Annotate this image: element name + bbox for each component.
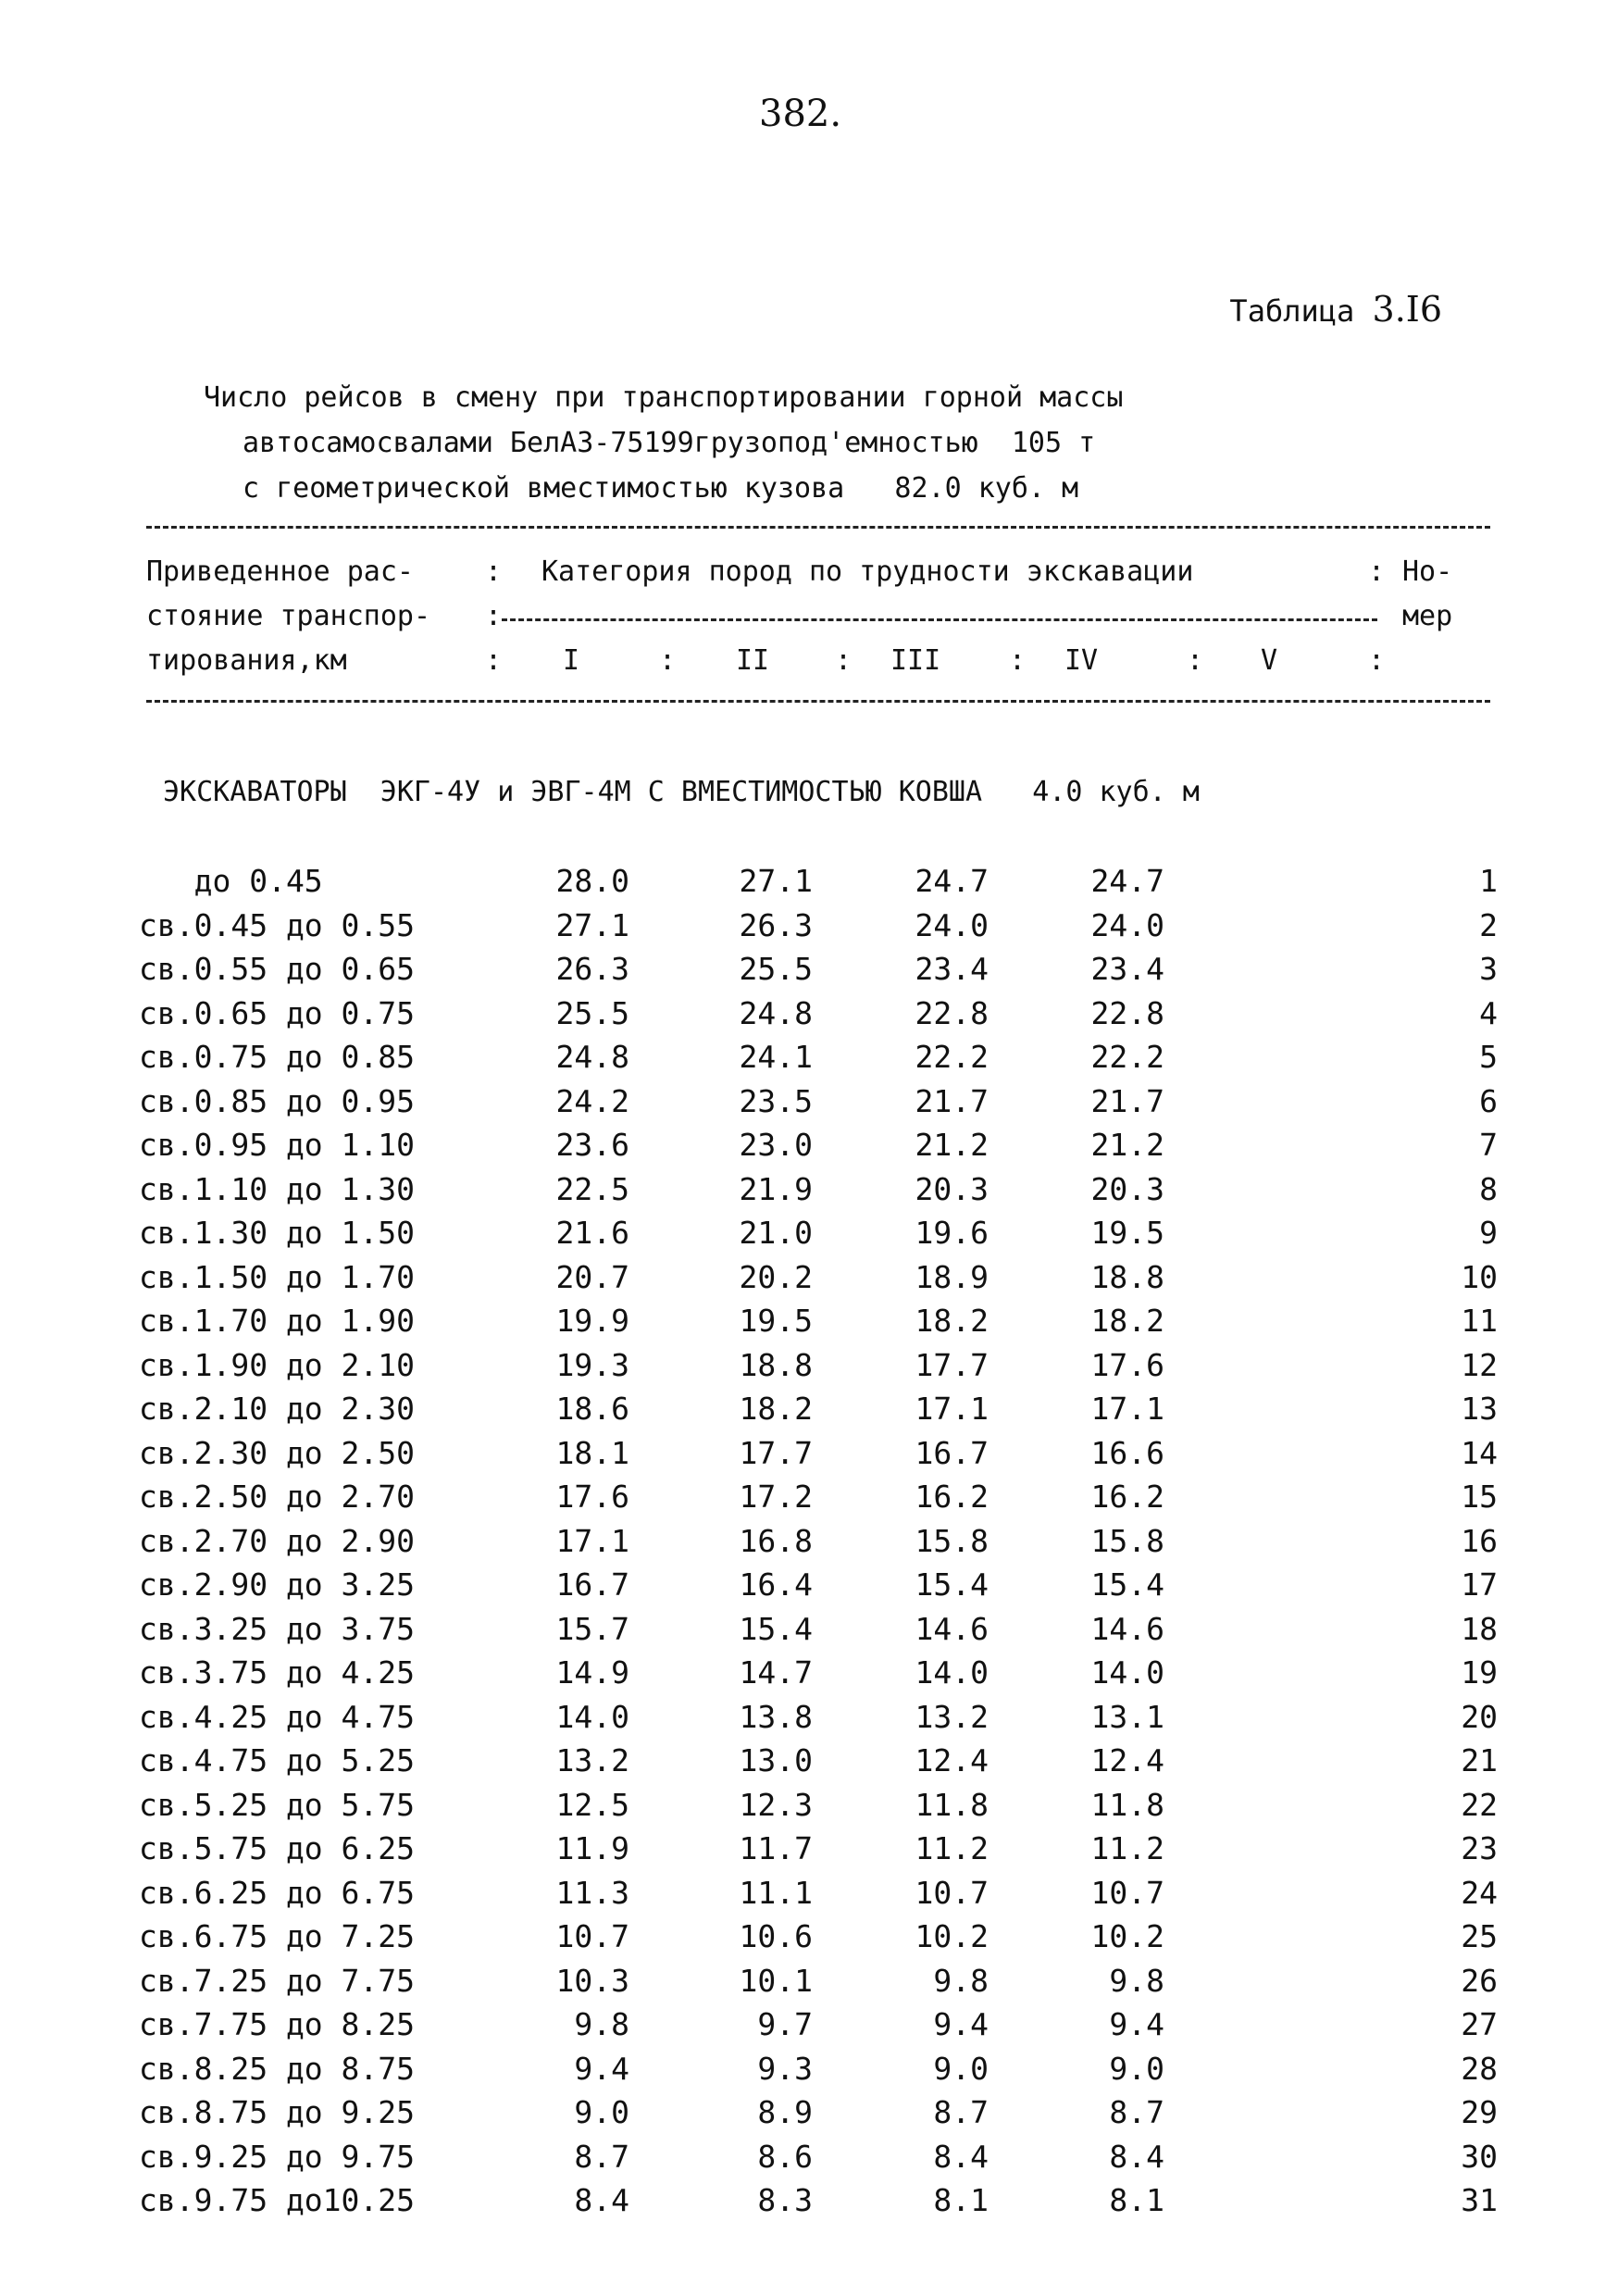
distance-cell: св.8.25 до 8.75 [139, 2050, 416, 2087]
category-iv-cell: 22.2 [1090, 1039, 1164, 1075]
category-i-cell: 14.9 [555, 1654, 629, 1691]
table-row [139, 904, 1498, 948]
header-number-line-2: мер [1402, 600, 1453, 632]
table-row [139, 2090, 1498, 2135]
category-iii-cell: 10.7 [915, 1874, 989, 1911]
category-ii-cell: 23.0 [739, 1127, 813, 1163]
category-iii-cell: 16.7 [915, 1434, 989, 1471]
category-iv-cell: 9.0 [1109, 2050, 1164, 2087]
header-distance-line-2: стояние транспор- [146, 600, 431, 632]
row-number-cell: 8 [1479, 1170, 1498, 1207]
category-ii-cell: 8.3 [757, 2182, 813, 2218]
table-row [139, 1651, 1498, 1695]
row-number-cell: 19 [1461, 1654, 1498, 1691]
table-row [139, 1959, 1498, 2003]
category-iv-cell: 11.8 [1090, 1786, 1164, 1823]
distance-cell: св.7.75 до 8.25 [139, 2006, 416, 2042]
row-number-cell: 6 [1479, 1082, 1498, 1119]
category-ii-cell: 26.3 [739, 906, 813, 943]
distance-cell: до 0.45 [139, 863, 323, 899]
table-row [139, 1739, 1498, 1783]
category-iv-cell: 21.2 [1090, 1127, 1164, 1163]
category-iii-cell: 18.9 [915, 1258, 989, 1295]
row-number-cell: 22 [1461, 1786, 1498, 1823]
category-i-cell: 13.2 [555, 1742, 629, 1778]
category-ii-cell: 16.4 [739, 1566, 813, 1603]
category-i-cell: 24.8 [555, 1039, 629, 1075]
category-iv-cell: 12.4 [1090, 1742, 1164, 1778]
category-iv-cell: 14.6 [1090, 1610, 1164, 1647]
distance-cell: св.1.90 до 2.10 [139, 1346, 416, 1383]
category-i-cell: 16.7 [555, 1566, 629, 1603]
category-ii-cell: 12.3 [739, 1786, 813, 1823]
category-ii-cell: 17.7 [739, 1434, 813, 1471]
category-iii-cell: 21.2 [915, 1127, 989, 1163]
category-ii-cell: 11.1 [739, 1874, 813, 1911]
table-row [139, 1695, 1498, 1740]
category-i-cell: 10.3 [555, 1962, 629, 1999]
row-number-cell: 4 [1479, 994, 1498, 1031]
category-iii-cell: 9.4 [933, 2006, 989, 2042]
distance-cell: св.3.75 до 4.25 [139, 1654, 416, 1691]
category-iii-cell: 10.2 [915, 1918, 989, 1954]
category-i-cell: 8.4 [574, 2182, 629, 2218]
table-row [139, 1387, 1498, 1431]
category-iv-cell: 18.8 [1090, 1258, 1164, 1295]
row-number-cell: 25 [1461, 1918, 1498, 1954]
category-ii-cell: 14.7 [739, 1654, 813, 1691]
data-table [139, 859, 1498, 2223]
category-iv-cell: 23.4 [1090, 951, 1164, 987]
distance-cell: св.6.25 до 6.75 [139, 1874, 416, 1911]
category-ii-cell: 18.8 [739, 1346, 813, 1383]
distance-cell: св.1.10 до 1.30 [139, 1170, 416, 1207]
category-iv-cell: 16.6 [1090, 1434, 1164, 1471]
row-number-cell: 13 [1461, 1391, 1498, 1427]
table-row [139, 1123, 1498, 1167]
category-ii-cell: 13.0 [739, 1742, 813, 1778]
header-category-iv: IV [1064, 644, 1099, 677]
category-iv-cell: 17.1 [1090, 1391, 1164, 1427]
category-i-cell: 9.0 [574, 2094, 629, 2130]
header-separator: : [1368, 644, 1386, 677]
category-iv-cell: 24.7 [1090, 863, 1164, 899]
distance-cell: св.1.70 до 1.90 [139, 1303, 416, 1339]
category-i-cell: 26.3 [555, 951, 629, 987]
category-ii-cell: 21.0 [739, 1215, 813, 1251]
header-separator: : [1009, 644, 1027, 677]
table-row [139, 1915, 1498, 1959]
table-row [139, 1035, 1498, 1079]
category-iii-cell: 22.8 [915, 994, 989, 1031]
category-i-cell: 18.6 [555, 1391, 629, 1427]
category-i-cell: 18.1 [555, 1434, 629, 1471]
distance-cell: св.0.65 до 0.75 [139, 994, 416, 1031]
category-iii-cell: 21.7 [915, 1082, 989, 1119]
row-number-cell: 7 [1479, 1127, 1498, 1163]
header-separator: : [659, 644, 677, 677]
category-iv-cell: 10.7 [1090, 1874, 1164, 1911]
page-number: 382. [759, 93, 842, 135]
header-separator: : [485, 555, 503, 588]
row-number-cell: 12 [1461, 1346, 1498, 1383]
category-iv-cell: 19.5 [1090, 1215, 1164, 1251]
distance-cell: св.9.25 до 9.75 [139, 2138, 416, 2175]
category-ii-cell: 11.7 [739, 1830, 813, 1866]
category-ii-cell: 24.8 [739, 994, 813, 1031]
row-number-cell: 24 [1461, 1874, 1498, 1911]
table-title-line-3: с геометрической вместимостью кузова 82.0 куб. м [243, 472, 1079, 505]
category-iii-cell: 15.4 [915, 1566, 989, 1603]
category-iv-cell: 11.2 [1090, 1830, 1164, 1866]
category-iii-cell: 9.8 [933, 1962, 989, 1999]
table-row [139, 1211, 1498, 1255]
section-title: ЭКСКАВАТОРЫ ЭКГ-4У и ЭВГ-4М С ВМЕСТИМОСТЬЮ КОВША 4.0 куб. м [163, 776, 1200, 808]
category-i-cell: 10.7 [555, 1918, 629, 1954]
table-row [139, 1827, 1498, 1871]
category-ii-cell: 17.2 [739, 1479, 813, 1515]
category-iv-cell: 9.8 [1109, 1962, 1164, 1999]
row-number-cell: 11 [1461, 1303, 1498, 1339]
row-number-cell: 31 [1461, 2182, 1498, 2218]
category-iv-cell: 8.1 [1109, 2182, 1164, 2218]
category-i-cell: 11.3 [555, 1874, 629, 1911]
distance-cell: св.8.75 до 9.25 [139, 2094, 416, 2130]
header-separator: : [1368, 555, 1386, 588]
category-ii-cell: 10.1 [739, 1962, 813, 1999]
category-i-cell: 21.6 [555, 1215, 629, 1251]
row-number-cell: 5 [1479, 1039, 1498, 1075]
table-row [139, 1167, 1498, 1212]
table-row [139, 1563, 1498, 1607]
header-category-title: Категория пород по трудности экскавации [541, 555, 1194, 588]
category-iii-cell: 14.0 [915, 1654, 989, 1691]
table-row [139, 1519, 1498, 1564]
category-ii-cell: 16.8 [739, 1522, 813, 1559]
category-iii-cell: 15.8 [915, 1522, 989, 1559]
category-ii-cell: 25.5 [739, 951, 813, 987]
data-table-body [139, 859, 1498, 2223]
category-iv-cell: 9.4 [1109, 2006, 1164, 2042]
row-number-cell: 1 [1479, 863, 1498, 899]
row-number-cell: 27 [1461, 2006, 1498, 2042]
category-iv-cell: 8.4 [1109, 2138, 1164, 2175]
category-iv-cell: 8.7 [1109, 2094, 1164, 2130]
category-iii-cell: 8.4 [933, 2138, 989, 2175]
category-iii-cell: 11.8 [915, 1786, 989, 1823]
category-iii-cell: 8.1 [933, 2182, 989, 2218]
category-ii-cell: 20.2 [739, 1258, 813, 1295]
row-number-cell: 14 [1461, 1434, 1498, 1471]
category-ii-cell: 15.4 [739, 1610, 813, 1647]
table-label [1229, 289, 1442, 330]
category-iv-cell: 13.1 [1090, 1698, 1164, 1735]
row-number-cell: 29 [1461, 2094, 1498, 2130]
table-row [139, 1475, 1498, 1519]
table-label-number: 3.I6 [1372, 289, 1442, 330]
category-i-cell: 17.6 [555, 1479, 629, 1515]
row-number-cell: 20 [1461, 1698, 1498, 1735]
table-row [139, 947, 1498, 992]
header-distance-line-1: Приведенное рас- [146, 555, 414, 588]
category-ii-cell: 10.6 [739, 1918, 813, 1954]
row-number-cell: 26 [1461, 1962, 1498, 1999]
category-i-cell: 11.9 [555, 1830, 629, 1866]
category-iii-cell: 18.2 [915, 1303, 989, 1339]
row-number-cell: 18 [1461, 1610, 1498, 1647]
category-iii-cell: 12.4 [915, 1742, 989, 1778]
header-separator: : [1187, 644, 1204, 677]
category-iii-cell: 14.6 [915, 1610, 989, 1647]
row-number-cell: 23 [1461, 1830, 1498, 1866]
category-i-cell: 19.3 [555, 1346, 629, 1383]
category-i-cell: 27.1 [555, 906, 629, 943]
category-iii-cell: 17.1 [915, 1391, 989, 1427]
category-iv-cell: 15.8 [1090, 1522, 1164, 1559]
distance-cell: св.2.10 до 2.30 [139, 1391, 416, 1427]
category-ii-cell: 9.3 [757, 2050, 813, 2087]
category-ii-cell: 19.5 [739, 1303, 813, 1339]
category-iii-cell: 11.2 [915, 1830, 989, 1866]
table-row [139, 2135, 1498, 2179]
category-iv-cell: 17.6 [1090, 1346, 1164, 1383]
category-i-cell: 19.9 [555, 1303, 629, 1339]
distance-cell: св.9.75 до10.25 [139, 2182, 416, 2218]
distance-cell: св.2.70 до 2.90 [139, 1522, 416, 1559]
category-iv-cell: 20.3 [1090, 1170, 1164, 1207]
category-iv-cell: 14.0 [1090, 1654, 1164, 1691]
table-row [139, 1431, 1498, 1476]
category-ii-cell: 23.5 [739, 1082, 813, 1119]
distance-cell: св.1.30 до 1.50 [139, 1215, 416, 1251]
category-ii-cell: 8.6 [757, 2138, 813, 2175]
table-row [139, 859, 1498, 904]
category-iv-cell: 15.4 [1090, 1566, 1164, 1603]
row-number-cell: 15 [1461, 1479, 1498, 1515]
category-iii-cell: 16.2 [915, 1479, 989, 1515]
category-ii-cell: 18.2 [739, 1391, 813, 1427]
category-i-cell: 8.7 [574, 2138, 629, 2175]
table-row [139, 992, 1498, 1036]
distance-cell: св.4.25 до 4.75 [139, 1698, 416, 1735]
row-number-cell: 16 [1461, 1522, 1498, 1559]
category-ii-cell: 9.7 [757, 2006, 813, 2042]
category-ii-cell: 27.1 [739, 863, 813, 899]
distance-cell: св.6.75 до 7.25 [139, 1918, 416, 1954]
table-row [139, 2003, 1498, 2047]
distance-cell: св.0.95 до 1.10 [139, 1127, 416, 1163]
table-row [139, 1255, 1498, 1300]
category-iv-cell: 18.2 [1090, 1303, 1164, 1339]
row-number-cell: 3 [1479, 951, 1498, 987]
category-iv-cell: 24.0 [1090, 906, 1164, 943]
category-iii-cell: 17.7 [915, 1346, 989, 1383]
row-number-cell: 21 [1461, 1742, 1498, 1778]
header-distance-line-3: тирования,км [146, 644, 347, 677]
row-number-cell: 10 [1461, 1258, 1498, 1295]
table-row [139, 1607, 1498, 1652]
category-ii-cell: 24.1 [739, 1039, 813, 1075]
category-i-cell: 28.0 [555, 863, 629, 899]
header-separator: : [485, 644, 503, 677]
table-title-line-1: Число рейсов в смену при транспортировании горной массы [204, 381, 1124, 414]
distance-cell: св.2.90 до 3.25 [139, 1566, 416, 1603]
distance-cell: св.0.55 до 0.65 [139, 951, 416, 987]
distance-cell: св.7.25 до 7.75 [139, 1962, 416, 1999]
distance-cell: св.0.85 до 0.95 [139, 1082, 416, 1119]
header-category-iii: III [890, 644, 941, 677]
category-iii-cell: 8.7 [933, 2094, 989, 2130]
category-i-cell: 15.7 [555, 1610, 629, 1647]
distance-cell: св.2.50 до 2.70 [139, 1479, 416, 1515]
category-iii-cell: 23.4 [915, 951, 989, 987]
table-label-word: Таблица [1229, 293, 1355, 329]
table-row [139, 1871, 1498, 1915]
distance-cell: св.5.75 до 6.25 [139, 1830, 416, 1866]
category-i-cell: 17.1 [555, 1522, 629, 1559]
category-iii-cell: 13.2 [915, 1698, 989, 1735]
header-top-rule [146, 526, 1490, 529]
table-row [139, 1079, 1498, 1124]
distance-cell: св.2.30 до 2.50 [139, 1434, 416, 1471]
category-iv-cell: 16.2 [1090, 1479, 1164, 1515]
distance-cell: св.5.25 до 5.75 [139, 1786, 416, 1823]
header-category-ii: II [736, 644, 770, 677]
table-row [139, 1783, 1498, 1828]
category-iv-cell: 21.7 [1090, 1082, 1164, 1119]
category-iii-cell: 20.3 [915, 1170, 989, 1207]
header-bottom-rule [146, 700, 1490, 703]
table-row [139, 1299, 1498, 1343]
category-iv-cell: 10.2 [1090, 1918, 1164, 1954]
category-i-cell: 12.5 [555, 1786, 629, 1823]
table-row [139, 1343, 1498, 1388]
category-ii-cell: 8.9 [757, 2094, 813, 2130]
category-iii-cell: 24.0 [915, 906, 989, 943]
row-number-cell: 17 [1461, 1566, 1498, 1603]
distance-cell: св.0.75 до 0.85 [139, 1039, 416, 1075]
category-iii-cell: 19.6 [915, 1215, 989, 1251]
category-ii-cell: 13.8 [739, 1698, 813, 1735]
category-i-cell: 20.7 [555, 1258, 629, 1295]
row-number-cell: 28 [1461, 2050, 1498, 2087]
category-iii-cell: 24.7 [915, 863, 989, 899]
table-title-line-2: автосамосвалами БелАЗ-75199грузопод'емностью 105 т [243, 427, 1096, 459]
category-i-cell: 24.2 [555, 1082, 629, 1119]
category-iv-cell: 22.8 [1090, 994, 1164, 1031]
header-separator: : [835, 644, 853, 677]
header-category-v: V [1261, 644, 1278, 677]
category-i-cell: 22.5 [555, 1170, 629, 1207]
table-row [139, 2178, 1498, 2223]
row-number-cell: 30 [1461, 2138, 1498, 2175]
header-category-i: I [563, 644, 580, 677]
category-i-cell: 14.0 [555, 1698, 629, 1735]
header-number-line-1: Но- [1402, 555, 1453, 588]
category-i-cell: 9.4 [574, 2050, 629, 2087]
row-number-cell: 9 [1479, 1215, 1498, 1251]
category-i-cell: 23.6 [555, 1127, 629, 1163]
header-mid-rule [502, 618, 1377, 621]
category-iii-cell: 9.0 [933, 2050, 989, 2087]
category-ii-cell: 21.9 [739, 1170, 813, 1207]
distance-cell: св.3.25 до 3.75 [139, 1610, 416, 1647]
category-i-cell: 9.8 [574, 2006, 629, 2042]
row-number-cell: 2 [1479, 906, 1498, 943]
distance-cell: св.4.75 до 5.25 [139, 1742, 416, 1778]
distance-cell: св.0.45 до 0.55 [139, 906, 416, 943]
header-separator: : [485, 600, 503, 632]
category-iii-cell: 22.2 [915, 1039, 989, 1075]
category-i-cell: 25.5 [555, 994, 629, 1031]
table-row [139, 2047, 1498, 2091]
distance-cell: св.1.50 до 1.70 [139, 1258, 416, 1295]
